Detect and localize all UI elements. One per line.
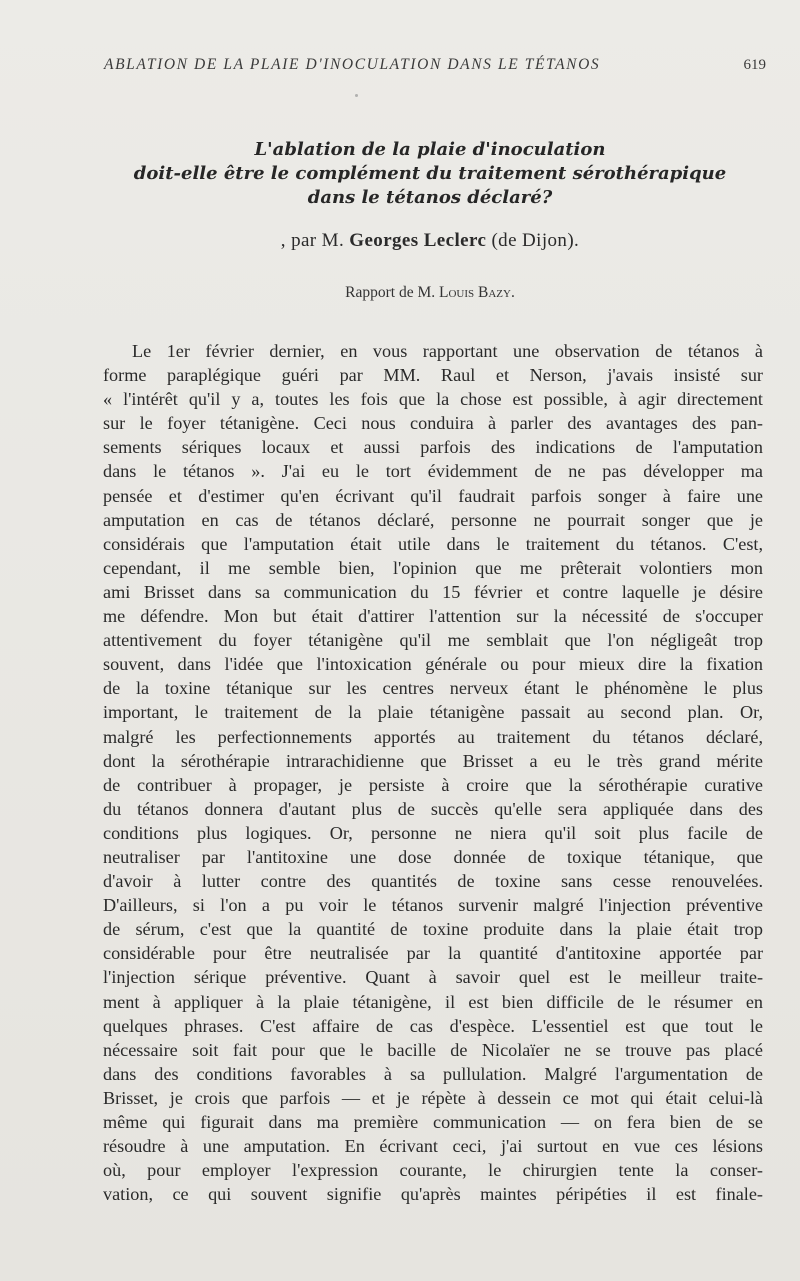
byline-prefix: , par M. bbox=[280, 230, 345, 251]
body-line: considérais que l'amputation était utile dans le traitement du tétanos. C'est, bbox=[103, 533, 763, 554]
body-line: où, pour employer l'expression courante, le chirurgien tente la conser- bbox=[103, 1160, 763, 1181]
body-line: quelques phrases. C'est affaire de cas d'espèce. L'essentiel est que tout le bbox=[103, 1015, 763, 1036]
body-line: de sérum, c'est que la quantité de toxine produite dans la plaie était trop bbox=[103, 919, 763, 940]
body-line: sur le foyer tétanigène. Ceci nous conduira à parler des avantages des pan- bbox=[103, 413, 763, 434]
body-line: cependant, il me semble bien, l'opinion que me prêterait volontiers mon bbox=[103, 557, 763, 578]
body-line: pensée et d'estimer qu'en écrivant qu'il faudrait parfois songer à faire une bbox=[103, 485, 763, 506]
body-line: sements sériques locaux et aussi parfois des indications de l'amputation bbox=[103, 437, 763, 458]
body-line: résoudre à une amputation. En écrivant ceci, j'ai surtout en vue ces lésions bbox=[103, 1136, 763, 1157]
body-line: neutraliser par l'antitoxine une dose donnée de toxique tétanique, que bbox=[103, 846, 763, 867]
author-place: (de Dijon). bbox=[491, 230, 580, 251]
ink-speck bbox=[355, 94, 358, 97]
title-line: doit-elle être le complément du traitement sérothérapique bbox=[133, 163, 727, 184]
running-title: ABLATION DE LA PLAIE D'INOCULATION DANS LE TÉTANOS bbox=[104, 56, 601, 73]
body-line: nécessaire soit fait pour que le bacille de Nicolaïer ne se trouve pas placé bbox=[103, 1039, 763, 1060]
body-line: même qui figurait dans ma première communication — on fera bien de se bbox=[103, 1112, 763, 1132]
body-line: D'ailleurs, si l'on a pu voir le tétanos survenir malgré l'injection préventive bbox=[103, 895, 763, 916]
body-line: considérable pour être neutralisée par la quantité d'antitoxine apportée par bbox=[103, 943, 763, 964]
body-line: dans des conditions favorables à sa pullulation. Malgré l'argumentation de bbox=[103, 1063, 763, 1084]
body-line: dont la sérothérapie intrarachidienne que Brisset a eu le très grand mérite bbox=[103, 750, 763, 771]
body-line: du tétanos donnera d'autant plus de succès qu'elle sera appliquée dans des bbox=[103, 798, 763, 819]
body-line: d'avoir à lutter contre des quantités de toxine sans cesse renouvelées. bbox=[103, 871, 763, 892]
body-line: vation, ce qui souvent signifie qu'après maintes péripéties il est finale- bbox=[103, 1184, 763, 1205]
body-line: « l'intérêt qu'il y a, toutes les fois que la chose est possible, à agir directement bbox=[103, 389, 763, 410]
body-line: conditions plus logiques. Or, personne ne niera qu'il soit plus facile de bbox=[103, 822, 763, 843]
body-line: forme paraplégique guéri par MM. Raul et Nerson, j'avais insisté sur bbox=[103, 365, 763, 386]
body-text bbox=[103, 339, 763, 1206]
running-header bbox=[104, 56, 766, 74]
body-line: important, le traitement de la plaie tétanigène passait au second plan. Or, bbox=[103, 702, 763, 723]
body-line: l'injection sérique préventive. Quant à savoir quel est le meilleur traite- bbox=[103, 967, 763, 988]
title-line: dans le tétanos déclaré? bbox=[307, 187, 553, 208]
body-line: Brisset, je crois que parfois — et je répète à dessein ce mot qui était celui-là bbox=[103, 1087, 763, 1108]
body-line: ment à appliquer à la plaie tétanigène, il est bien difficile de le résumer en bbox=[103, 991, 763, 1012]
page-number: 619 bbox=[743, 57, 766, 73]
body-line: malgré les perfectionnements apportés au traitement du tétanos déclaré, bbox=[103, 726, 763, 747]
body-line: souvent, dans l'idée que l'intoxication générale ou pour mieux dire la fixation bbox=[103, 654, 763, 675]
body-line: de contribuer à propager, je persiste à croire que la sérothérapie curative bbox=[103, 774, 763, 795]
body-line: attentivement du foyer tétanigène qu'il me semblait que l'on négligeât trop bbox=[103, 630, 763, 651]
report-prefix: Rapport de M. bbox=[345, 284, 436, 301]
body-line: de la toxine tétanique sur les centres nerveux étant le phénomène le plus bbox=[103, 678, 763, 699]
body-line: dans le tétanos ». J'ai eu le tort évidemment de ne pas développer ma bbox=[103, 461, 763, 482]
body-line: amputation en cas de tétanos déclaré, personne ne pourrait songer que je bbox=[103, 509, 763, 530]
author-name: Georges Leclerc bbox=[349, 230, 487, 251]
report-author: Louis Bazy. bbox=[439, 284, 515, 301]
body-line: Le 1er février dernier, en vous rapportant une observation de tétanos à bbox=[132, 341, 763, 361]
byline bbox=[100, 230, 760, 252]
body-line: me défendre. Mon but était d'attirer l'attention sur la nécessité de s'occuper bbox=[103, 606, 763, 627]
title-line: L'ablation de la plaie d'inoculation bbox=[254, 139, 606, 160]
report-line bbox=[100, 284, 760, 302]
body-line: ami Brisset dans sa communication du 15 février et contre laquelle je désire bbox=[103, 581, 763, 602]
article-title bbox=[100, 138, 760, 210]
